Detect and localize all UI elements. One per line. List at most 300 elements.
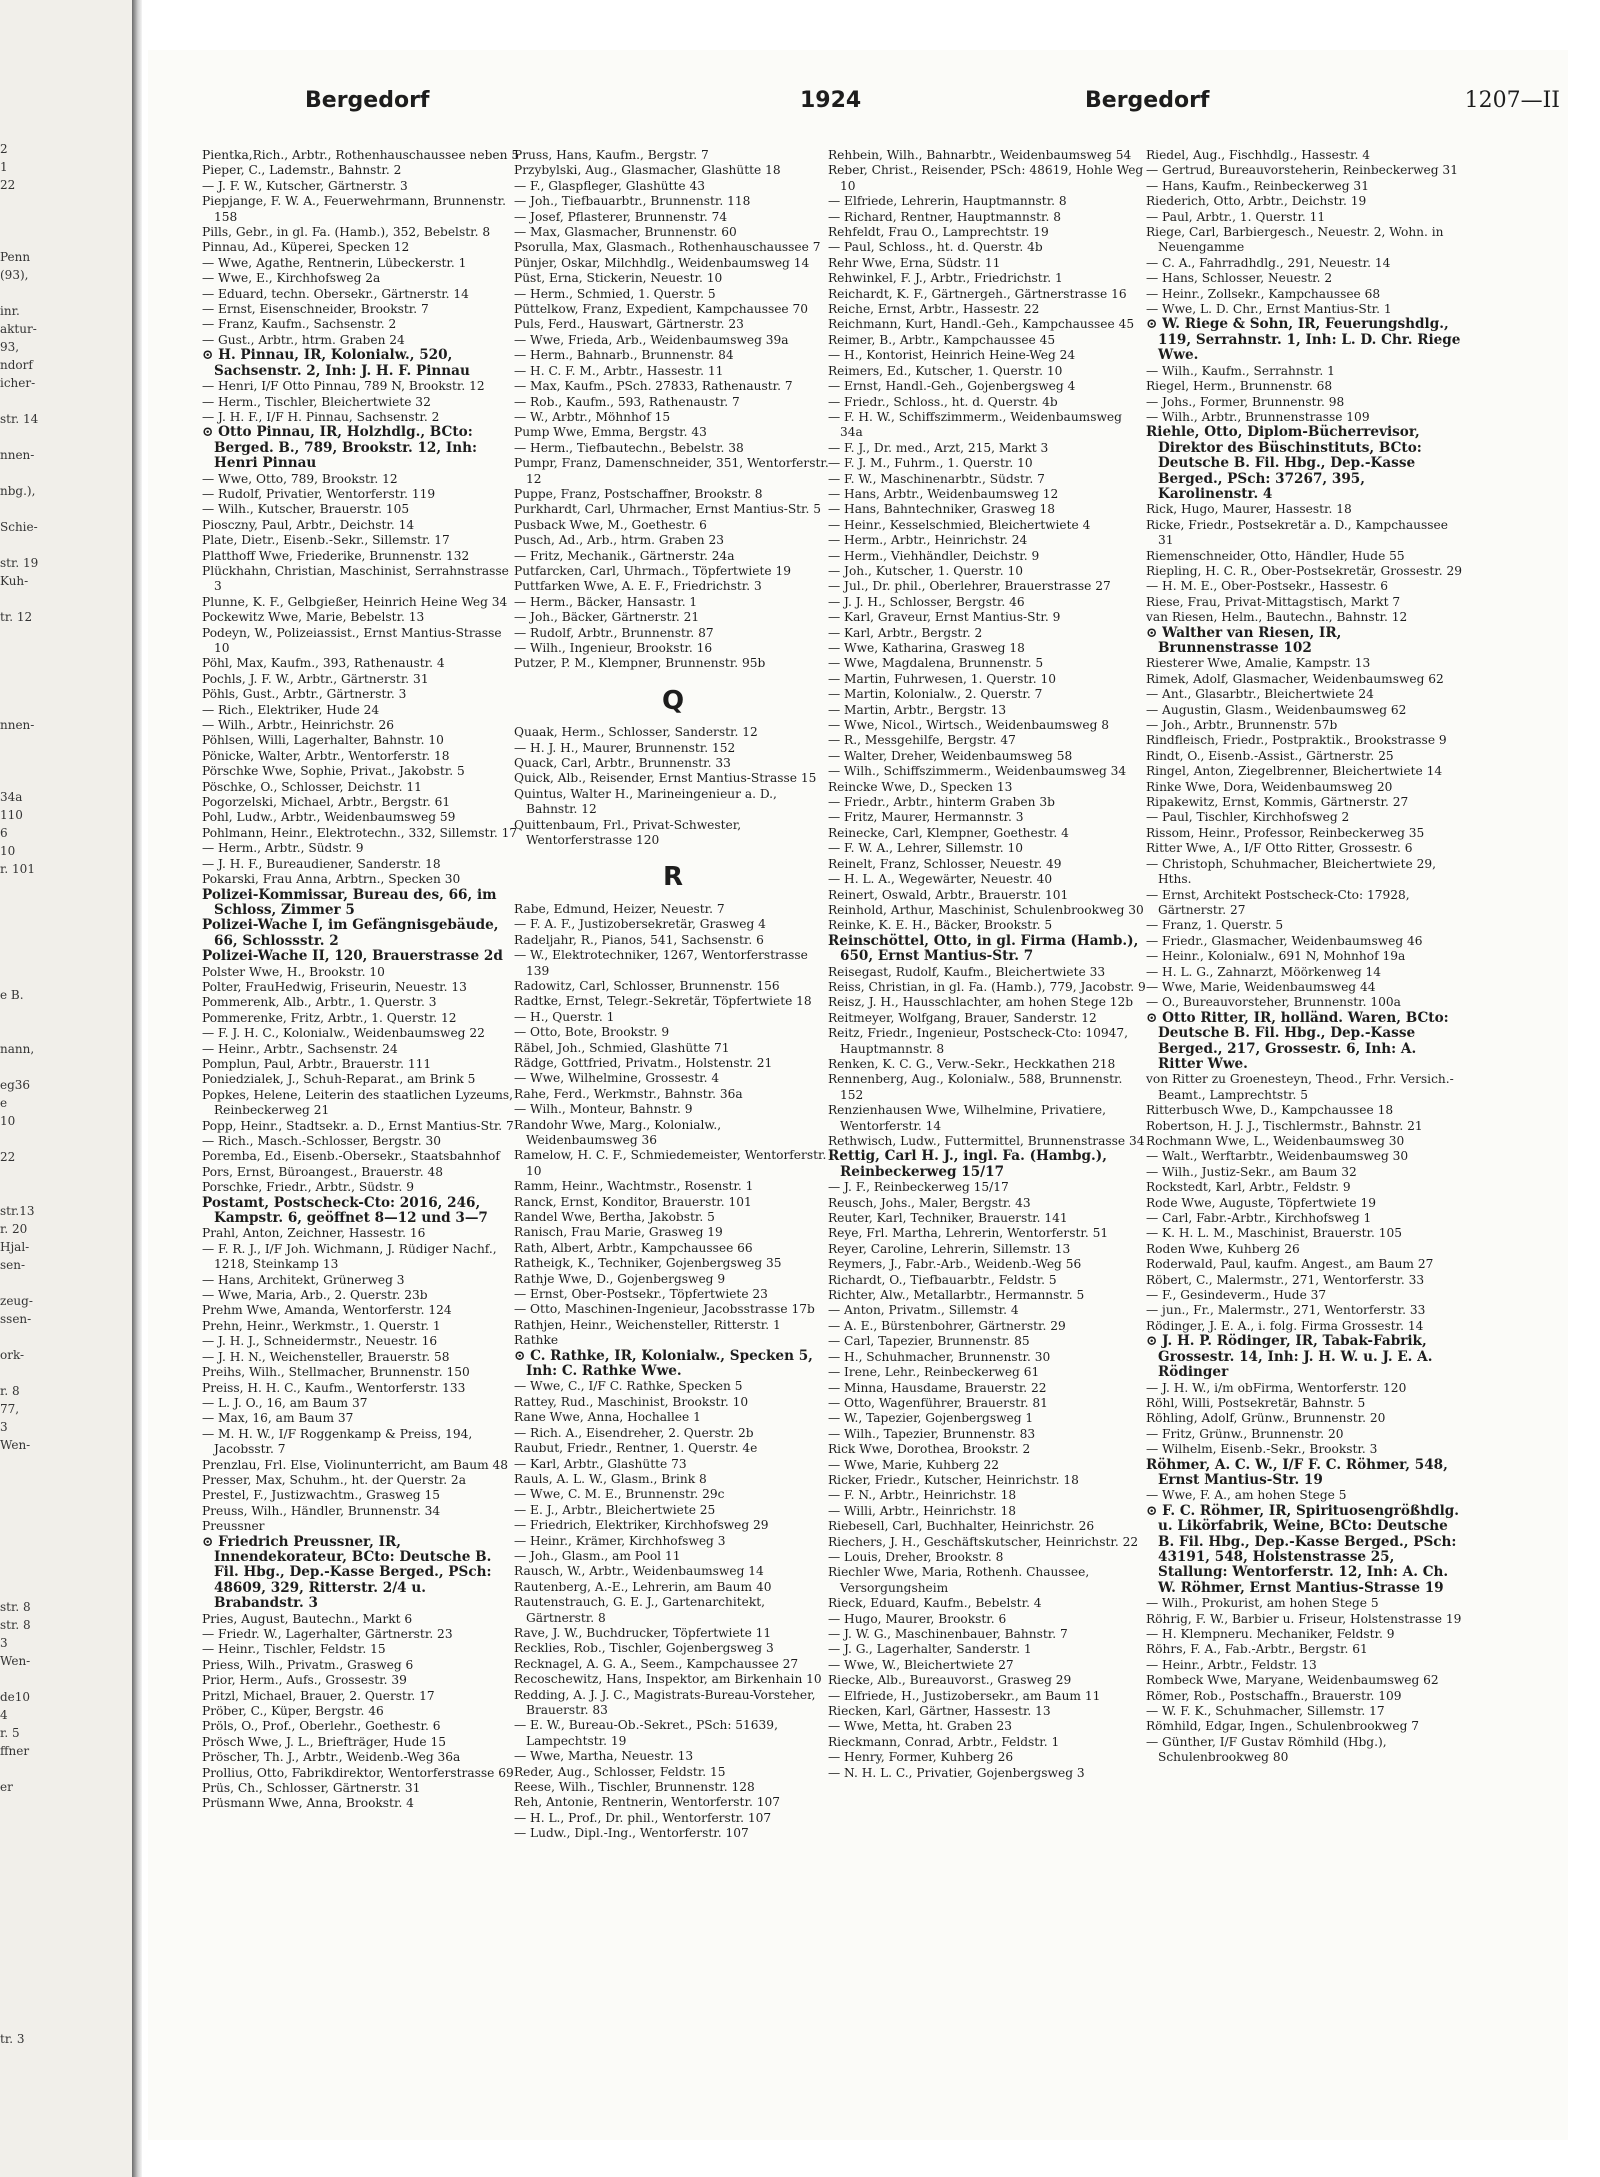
fragment-line	[0, 1580, 128, 1598]
directory-entry: — Wwe, F. A., am hohen Stege 5	[1146, 1488, 1347, 1503]
fragment-line	[0, 1832, 128, 1850]
directory-entry: — Rob., Kaufm., 593, Rathenaustr. 7	[514, 394, 740, 409]
fragment-line	[0, 284, 128, 302]
fragment-line: ndorf	[0, 358, 33, 372]
directory-entry: — Herm., Bahnarb., Brunnenstr. 84	[514, 348, 734, 363]
directory-entry: — Franz, 1. Querstr. 5	[1146, 918, 1284, 933]
fragment-line: r. 101	[0, 862, 35, 876]
directory-entry: Reinschöttel, Otto, in gl. Firma (Hamb.), 650, Ernst Mantius-Str. 7	[828, 932, 1139, 965]
directory-entry: Rausch, W., Arbtr., Weidenbaumsweg 14	[514, 1564, 764, 1579]
directory-entry: — C. A., Fahrradhdlg., 291, Neuestr. 14	[1146, 255, 1391, 270]
directory-entry: — Hugo, Maurer, Brookstr. 6	[828, 1611, 1007, 1626]
directory-entry: Rick, Hugo, Maurer, Hassestr. 18	[1146, 502, 1352, 517]
fragment-line: nbg.),	[0, 484, 36, 498]
directory-entry: Radtke, Ernst, Telegr.-Sekretär, Töpfertwiete 18	[514, 994, 812, 1009]
directory-entry: — Wilh., Prokurist, am hohen Stege 5	[1146, 1596, 1379, 1611]
fragment-line: 34a	[0, 790, 23, 804]
directory-entry: Prestel, F., Justizwachtm., Grasweg 15	[202, 1488, 440, 1503]
directory-entry: Röhl, Willi, Postsekretär, Bahnstr. 5	[1146, 1395, 1366, 1410]
directory-entry: — Richard, Rentner, Hauptmannstr. 8	[828, 209, 1061, 224]
directory-entry: Röhmer, A. C. W., I/F F. C. Röhmer, 548, Ernst Mantius-Str. 19	[1146, 1456, 1448, 1488]
directory-entry: — Günther, I/F Gustav Römhild (Hbg.), Schulenbrookweg 80	[1146, 1734, 1387, 1765]
section-letter: Q	[661, 685, 685, 716]
directory-entry: Renzienhausen Wwe, Wilhelmine, Privatiere, Wentorferstr. 14	[828, 1103, 1107, 1133]
directory-entry: — Louis, Dreher, Brookstr. 8	[828, 1549, 1004, 1564]
fragment-line: Hjal-	[0, 1240, 30, 1254]
fragment-line	[0, 1796, 128, 1814]
directory-entry: Riedel, Aug., Fischhdlg., Hassestr. 4	[1146, 148, 1371, 162]
directory-entry: Pöhls, Gust., Arbtr., Gärtnerstr. 3	[202, 687, 407, 702]
directory-entry: Pomplun, Paul, Arbtr., Brauerstr. 111	[202, 1056, 432, 1071]
directory-entry: — Karl, Arbtr., Bergstr. 2	[828, 625, 983, 640]
fragment-line: nnen-	[0, 718, 35, 732]
directory-entry: Riege, Carl, Barbiergesch., Neuestr. 2, Wohn. in Neuengamme	[1146, 225, 1444, 255]
fragment-line: (93),	[0, 268, 29, 282]
fragment-line	[0, 1022, 128, 1040]
directory-entry: — Wwe, Agathe, Rentnerin, Lübeckerstr. 1	[202, 255, 467, 270]
fragment-line	[0, 500, 128, 518]
directory-entry: Räbel, Joh., Schmied, Glashütte 71	[514, 1040, 730, 1055]
directory-entry: Ricke, Friedr., Postsekretär a. D., Kampchaussee 31	[1146, 517, 1448, 548]
directory-entry: Rieck, Eduard, Kaufm., Bebelstr. 4	[828, 1596, 1042, 1611]
directory-entry: Preiss, H. H. C., Kaufm., Wentorferstr. 133	[202, 1380, 466, 1395]
directory-entry: — Willi, Arbtr., Heinrichstr. 18	[828, 1503, 1017, 1518]
directory-entry: Rautenberg, A.-E., Lehrerin, am Baum 40	[514, 1579, 772, 1594]
directory-entry: Ramelow, H. C. F., Schmiedemeister, Wentorferstr. 10	[514, 1148, 827, 1178]
directory-entry: — Josef, Pflasterer, Brunnenstr. 74	[514, 209, 728, 224]
directory-entry: — Wwe, Otto, 789, Brookstr. 12	[202, 471, 398, 486]
directory-entry: Rahe, Ferd., Werkmstr., Bahnstr. 36a	[514, 1086, 743, 1101]
fragment-line	[0, 752, 128, 770]
directory-entry: — Karl, Graveur, Ernst Mantius-Str. 9	[828, 610, 1061, 625]
directory-entry: Pommerenk, Alb., Arbtr., 1. Querstr. 3	[202, 995, 437, 1010]
fragment-line	[0, 1562, 128, 1580]
directory-entry: — Hans, Bahntechniker, Grasweg 18	[828, 502, 1056, 517]
directory-entry: Quaak, Herm., Schlosser, Sanderstr. 12	[514, 725, 758, 740]
fragment-line: nann,	[0, 1042, 35, 1056]
directory-entry: — H. M. E., Ober-Postsekr., Hassestr. 6	[1146, 579, 1389, 594]
directory-entry: Rautenstrauch, G. E. J., Gartenarchitekt, Gärtnerstr. 8	[514, 1595, 766, 1625]
directory-entry: — Joh., Bäcker, Gärtnerstr. 21	[514, 610, 700, 625]
directory-entry: — Heinr., Arbtr., Sachsenstr. 24	[202, 1041, 398, 1056]
directory-entry: — Max, Kaufm., PSch. 27833, Rathenaustr. 7	[514, 379, 793, 394]
fragment-line: 77,	[0, 1402, 20, 1416]
directory-entry: Preussner	[202, 1519, 265, 1534]
fragment-line: Wen-	[0, 1654, 31, 1668]
directory-entry: Poremba, Ed., Eisenb.-Obersekr., Staatsbahnhof	[202, 1149, 500, 1164]
directory-entry: ⊙ H. Pinnau, IR, Kolonialw., 520, Sachsenstr. 2, Inh: J. H. F. Pinnau	[202, 347, 470, 379]
fragment-line: ssen-	[0, 1312, 32, 1326]
directory-entry: — F. N., Arbtr., Heinrichstr. 18	[828, 1488, 1017, 1503]
directory-entry: Römer, Rob., Postschaffn., Brauerstr. 109	[1146, 1688, 1402, 1703]
directory-entry: Reinelt, Franz, Schlosser, Neuestr. 49	[828, 856, 1062, 871]
directory-entry: — Christoph, Schuhmacher, Bleichertwiete 29, Hths.	[1146, 856, 1436, 887]
directory-entry: — Gertrud, Bureauvorsteherin, Reinbeckerweg 31	[1146, 163, 1458, 178]
directory-entry: — Otto, Bote, Brookstr. 9	[514, 1025, 670, 1040]
directory-entry: — Martin, Fuhrwesen, 1. Querstr. 10	[828, 671, 1056, 686]
fragment-line	[0, 734, 128, 752]
directory-entry: Reye, Frl. Martha, Lehrerin, Wentorferstr. 51	[828, 1226, 1109, 1241]
fragment-line: ffner	[0, 1744, 30, 1758]
directory-entry: — Fritz, Mechanik., Gärtnerstr. 24a	[514, 548, 735, 563]
directory-entry: — Wwe, Frieda, Arb., Weidenbaumsweg 39a	[514, 332, 789, 347]
fragment-line	[0, 914, 128, 932]
directory-entry: — Wwe, Wilhelmine, Grossestr. 4	[514, 1071, 720, 1086]
directory-entry: Pumpr, Franz, Damenschneider, 351, Wentorferstr. 12	[514, 456, 829, 486]
directory-entry: — Wwe, Marie, Weidenbaumsweg 44	[1146, 979, 1376, 994]
directory-entry: Pönicke, Walter, Arbtr., Wentorferstr. 18	[202, 748, 450, 763]
directory-entry: — H. L. G., Zahnarzt, Möörkenweg 14	[1146, 964, 1382, 979]
fragment-line	[0, 1760, 128, 1778]
directory-entry: Randel Wwe, Bertha, Jakobstr. 5	[514, 1210, 715, 1224]
directory-column-1	[202, 148, 520, 1812]
directory-entry: — Carl, Tapezier, Brunnenstr. 85	[828, 1334, 1030, 1349]
directory-entry: — Herm., Arbtr., Südstr. 9	[202, 841, 364, 856]
fragment-line: e B.	[0, 988, 24, 1002]
directory-entry: Rehfeldt, Frau O., Lamprechtstr. 19	[828, 225, 1049, 240]
directory-entry: Purkhardt, Carl, Uhrmacher, Ernst Mantius-Str. 5	[514, 502, 822, 517]
directory-entry: — Henri, I/F Otto Pinnau, 789 N, Brookstr. 12	[202, 379, 485, 394]
directory-entry: Porschke, Friedr., Arbtr., Südstr. 9	[202, 1180, 415, 1195]
directory-entry: — Heinr., Kesselschmied, Bleichertwiete 4	[828, 517, 1091, 532]
directory-entry: — F. W. A., Lehrer, Sillemstr. 10	[828, 841, 1024, 856]
fragment-line	[0, 194, 128, 212]
directory-entry: — W. F. K., Schuhmacher, Sillemstr. 17	[1146, 1704, 1385, 1719]
directory-entry: Ritterbusch Wwe, D., Kampchaussee 18	[1146, 1103, 1394, 1118]
directory-entry: Riehle, Otto, Diplom-Bücherrevisor, Direktor des Büschinstituts, BCto: Deutsche B. Fil. Hbg., Dep.-Kasse Berged., PSch: 37267, 395, Karolinenstr. 4	[1146, 424, 1422, 502]
directory-entry: Reitz, Friedr., Ingenieur, Postscheck-Cto: 10947, Hauptmannstr. 8	[828, 1026, 1129, 1056]
adjacent-page-fragments	[0, 140, 128, 2048]
directory-entry: — Ernst, Architekt Postscheck-Cto: 17928, Gärtnerstr. 27	[1146, 887, 1410, 917]
directory-entry: Reimers, Ed., Kutscher, 1. Querstr. 10	[828, 363, 1063, 378]
fragment-line: str.13	[0, 1204, 35, 1218]
directory-entry: — Franz, Kaufm., Sachsenstr. 2	[202, 317, 397, 332]
directory-entry: — Hans, Architekt, Grünerweg 3	[202, 1272, 405, 1287]
directory-entry: Rödinger, J. E. A., i. folg. Firma Grossestr. 14	[1146, 1318, 1424, 1333]
directory-entry: Reitmeyer, Wolfgang, Brauer, Sanderstr. 12	[828, 1010, 1097, 1025]
fragment-line: 6	[0, 826, 8, 840]
directory-entry: Pochls, J. F. W., Arbtr., Gärtnerstr. 31	[202, 671, 429, 686]
directory-entry: — Friedr. W., Lagerhalter, Gärtnerstr. 23	[202, 1627, 453, 1641]
fragment-line	[0, 590, 128, 608]
directory-entry: — A. E., Bürstenbohrer, Gärtnerstr. 29	[828, 1318, 1066, 1333]
directory-entry: — H. C. F. M., Arbtr., Hassestr. 11	[514, 363, 724, 378]
directory-entry: Reisz, J. H., Hausschlachter, am hohen Stege 12b	[828, 995, 1134, 1010]
directory-entry: Pünjer, Oskar, Milchhdlg., Weidenbaumsweg 14	[514, 255, 810, 270]
directory-entry: Reinecke, Carl, Klempner, Goethestr. 4	[828, 825, 1069, 840]
directory-entry: — Wwe, Magdalena, Brunnenstr. 5	[828, 656, 1044, 671]
directory-entry: Pills, Gebr., in gl. Fa. (Hamb.), 352, Bebelstr. 8	[202, 225, 491, 240]
fragment-line: Wen-	[0, 1438, 31, 1452]
directory-entry: — R., Messgehilfe, Bergstr. 47	[828, 733, 1016, 748]
directory-entry: Quack, Carl, Arbtr., Brunnenstr. 33	[514, 756, 731, 771]
fragment-line	[0, 1184, 128, 1202]
directory-entry: Ratheigk, K., Techniker, Gojenbergsweg 35	[514, 1256, 782, 1271]
directory-entry: Quintus, Walter H., Marineingenieur a. D., Bahnstr. 12	[514, 786, 777, 817]
fragment-line	[0, 1472, 128, 1490]
directory-entry: — Hans, Arbtr., Weidenbaumsweg 12	[828, 486, 1059, 501]
directory-entry: Pors, Ernst, Büroangest., Brauerstr. 48	[202, 1164, 444, 1179]
directory-entry: ⊙ W. Riege & Sohn, IR, Feuerungshdlg., 119, Serrahnstr. 1, Inh: L. D. Chr. Riege Wwe.	[1146, 316, 1461, 364]
fragment-line	[0, 1922, 128, 1940]
directory-entry: Pörschke Wwe, Sophie, Privat., Jakobstr. 5	[202, 764, 465, 779]
directory-entry: — F. R. J., I/F Joh. Wichmann, J. Rüdiger Nachf., 1218, Steinkamp 13	[202, 1241, 497, 1272]
directory-entry: — H., Schuhmacher, Brunnenstr. 30	[828, 1349, 1051, 1364]
directory-entry: — Herm., Bäcker, Hansastr. 1	[514, 594, 698, 609]
fragment-line	[0, 662, 128, 680]
directory-entry: Polster Wwe, H., Brookstr. 10	[202, 964, 385, 979]
directory-entry: — H. Klempneru. Mechaniker, Feldstr. 9	[1146, 1627, 1395, 1641]
directory-entry: — Gust., Arbtr., htrm. Graben 24	[202, 332, 405, 347]
fragment-line	[0, 1274, 128, 1292]
directory-entry: Riebesell, Carl, Buchhalter, Heinrichstr. 26	[828, 1519, 1095, 1534]
directory-entry: Redding, A. J. J. C., Magistrats-Bureau-Vorsteher, Brauerstr. 83	[514, 1687, 816, 1717]
directory-entry: — Heinr., Zollsekr., Kampchaussee 68	[1146, 286, 1381, 301]
directory-entry: — F. W., Maschinenarbtr., Südstr. 7	[828, 471, 1045, 486]
fragment-line	[0, 932, 128, 950]
directory-entry: — Irene, Lehr., Reinbeckerweg 61	[828, 1365, 1040, 1380]
fragment-line	[0, 770, 128, 788]
directory-entry: — Wilh., Monteur, Bahnstr. 9	[514, 1102, 693, 1117]
directory-entry: Ramm, Heinr., Wachtmstr., Rosenstr. 1	[514, 1179, 754, 1194]
directory-entry: — Hans, Schlosser, Neuestr. 2	[1146, 271, 1333, 286]
directory-entry: ⊙ Walther van Riesen, IR, Brunnenstrasse 102	[1146, 624, 1342, 656]
directory-entry: — Paul, Arbtr., 1. Querstr. 11	[1146, 209, 1326, 224]
directory-entry: — J. F. W., Kutscher, Gärtnerstr. 3	[202, 178, 408, 193]
directory-entry: Puppe, Franz, Postschaffner, Brookstr. 8	[514, 486, 763, 501]
directory-entry: Platthoff Wwe, Friederike, Brunnenstr. 132	[202, 548, 470, 563]
directory-entry: Pröls, O., Prof., Oberlehr., Goethestr. 6	[202, 1719, 441, 1734]
directory-column-2	[514, 148, 832, 1842]
directory-entry: Prior, Herm., Aufs., Grossestr. 39	[202, 1673, 407, 1688]
directory-entry: — Carl, Fabr.-Arbtr., Kirchhofsweg 1	[1146, 1211, 1372, 1226]
directory-entry: — H., Querstr. 1	[514, 1009, 615, 1024]
directory-entry: Rave, J. W., Buchdrucker, Töpfertwiete 11	[514, 1625, 772, 1640]
directory-entry: Rehwinkel, F. J., Arbtr., Friedrichstr. 1	[828, 271, 1063, 286]
fragment-line: r. 5	[0, 1726, 20, 1740]
directory-entry: — Herm., Viehhändler, Deichstr. 9	[828, 548, 1040, 563]
fragment-line	[0, 1958, 128, 1976]
directory-entry: Reinert, Oswald, Arbtr., Brauerstr. 101	[828, 887, 1069, 902]
directory-entry: Rindfleisch, Friedr., Postpraktik., Brookstrasse 9	[1146, 733, 1447, 748]
directory-entry: Röhling, Adolf, Grünw., Brunnenstr. 20	[1146, 1411, 1386, 1426]
directory-entry: ⊙ C. Rathke, IR, Kolonialw., Specken 5, Inh: C. Rathke Wwe.	[514, 1347, 813, 1380]
directory-entry: Quittenbaum, Frl., Privat-Schwester, Wentorferstrasse 120	[514, 817, 742, 848]
fragment-line: str. 19	[0, 556, 39, 570]
directory-entry: — Wwe, Metta, ht. Graben 23	[828, 1719, 1013, 1734]
header-page-number: 1207—II	[1464, 88, 1560, 113]
directory-entry: — Wilh., Schiffszimmerm., Weidenbaumsweg 34	[828, 764, 1127, 779]
fragment-line	[0, 1940, 128, 1958]
fragment-line: 3	[0, 1420, 8, 1434]
directory-entry: — J. F., Reinbeckerweg 15/17	[828, 1180, 1009, 1195]
directory-entry: Röhrs, F. A., Fab.-Arbtr., Bergstr. 61	[1146, 1642, 1368, 1657]
directory-entry: — Wwe, Marie, Kuhberg 22	[828, 1457, 999, 1472]
directory-entry: — Wwe, L. D. Chr., Ernst Mantius-Str. 1	[1146, 302, 1392, 317]
directory-entry: Rehr Wwe, Erna, Südstr. 11	[828, 255, 1001, 270]
directory-entry: Rimek, Adolf, Glasmacher, Weidenbaumsweg 62	[1146, 671, 1444, 686]
directory-entry: Psorulla, Max, Glasmach., Rothenhauschaussee 7	[514, 240, 821, 255]
directory-entry: Rathje Wwe, D., Gojenbergsweg 9	[514, 1271, 726, 1286]
directory-entry: Pöhlsen, Willi, Lagerhalter, Bahnstr. 10	[202, 733, 444, 748]
directory-entry: Reymers, J., Fabr.-Arb., Weidenb.-Weg 56	[828, 1257, 1082, 1272]
directory-entry: — Joh., Arbtr., Brunnenstr. 57b	[1146, 718, 1338, 733]
fragment-line: e	[0, 1096, 8, 1110]
directory-entry: Pritzl, Michael, Brauer, 2. Querstr. 17	[202, 1688, 435, 1703]
directory-entry: Riesterer Wwe, Amalie, Kampstr. 13	[1146, 656, 1371, 671]
directory-entry: Prösch Wwe, J. L., Briefträger, Hude 15	[202, 1734, 447, 1749]
directory-entry: Roderwald, Paul, kaufm. Angest., am Baum 27	[1146, 1257, 1434, 1272]
directory-entry: ⊙ J. H. P. Rödinger, IR, Tabak-Fabrik, Grossestr. 14, Inh: J. H. W. u. J. E. A. Rödinger	[1146, 1333, 1433, 1381]
directory-entry: Popkes, Helene, Leiterin des staatlichen Lyzeums, Reinbeckerweg 21	[202, 1087, 514, 1118]
directory-entry: — Rudolf, Arbtr., Brunnenstr. 87	[514, 625, 714, 640]
fragment-line: str. 8	[0, 1618, 31, 1632]
fragment-line	[0, 428, 128, 446]
fragment-line	[0, 1454, 128, 1472]
directory-entry: — Henry, Former, Kuhberg 26	[828, 1750, 1014, 1765]
fragment-line: sen-	[0, 1258, 26, 1272]
directory-entry: Presser, Max, Schuhm., ht. der Querstr. 2a	[202, 1472, 466, 1487]
fragment-line: aktur-	[0, 322, 37, 336]
fragment-line: 10	[0, 844, 16, 858]
directory-entry: — N. H. L. C., Privatier, Gojenbergsweg 3	[828, 1765, 1085, 1780]
directory-entry: Prehm Wwe, Amanda, Wentorferstr. 124	[202, 1303, 452, 1318]
directory-entry: Pinnau, Ad., Küperei, Specken 12	[202, 240, 410, 255]
directory-entry: Reichmann, Kurt, Handl.-Geh., Kampchaussee 45	[828, 317, 1135, 332]
fragment-line: Penn	[0, 250, 31, 264]
directory-entry: Reichardt, K. F., Gärtnergeh., Gärtnerstrasse 16	[828, 286, 1127, 301]
directory-entry: — F. A. F., Justizobersekretär, Grasweg 4	[514, 917, 766, 932]
directory-entry: Riecke, Alb., Bureauvorst., Grasweg 29	[828, 1673, 1072, 1688]
directory-entry: — Max, Glasmacher, Brunnenstr. 60	[514, 225, 737, 240]
directory-entry: Prehn, Heinr., Werkmstr., 1. Querstr. 1	[202, 1318, 441, 1333]
directory-entry: Randohr Wwe, Marg., Kolonialw., Weidenbaumsweg 36	[514, 1117, 722, 1147]
directory-entry: Rehbein, Wilh., Bahnarbtr., Weidenbaumsweg 54	[828, 148, 1132, 162]
directory-entry: Prahl, Anton, Zeichner, Hassestr. 16	[202, 1226, 426, 1241]
fragment-line	[0, 680, 128, 698]
directory-entry: Quick, Alb., Reisender, Ernst Mantius-Strasse 15	[514, 771, 817, 786]
directory-entry: Rattey, Rud., Maschinist, Brookstr. 10	[514, 1394, 749, 1409]
directory-entry: — jun., Fr., Malermstr., 271, Wentorferstr. 33	[1146, 1303, 1426, 1318]
directory-entry: — J. G., Lagerhalter, Sanderstr. 1	[828, 1642, 1032, 1657]
directory-entry: Roden Wwe, Kuhberg 26	[1146, 1241, 1300, 1256]
directory-entry: — Herm., Tischler, Bleichertwiete 32	[202, 394, 431, 409]
directory-entry: — Joh., Glasm., am Pool 11	[514, 1548, 681, 1563]
directory-entry: — J. W. G., Maschinenbauer, Bahnstr. 7	[828, 1627, 1068, 1641]
fragment-line	[0, 1850, 128, 1868]
directory-entry: Prollius, Otto, Fabrikdirektor, Wentorferstrasse 69	[202, 1765, 514, 1780]
fragment-line: icher-	[0, 376, 36, 390]
directory-entry: Rieckmann, Conrad, Arbtr., Feldstr. 1	[828, 1734, 1060, 1749]
fragment-line	[0, 626, 128, 644]
directory-entry: — Wilh., Arbtr., Brunnenstrasse 109	[1146, 409, 1370, 424]
directory-entry: — Wilh., Kutscher, Brauerstr. 105	[202, 502, 410, 517]
fragment-line	[0, 644, 128, 662]
directory-entry: Pusback Wwe, M., Goethestr. 6	[514, 517, 707, 532]
directory-entry: Pöschke, O., Schlosser, Deichstr. 11	[202, 779, 422, 794]
directory-entry: — Rich., Elektriker, Hude 24	[202, 702, 380, 717]
directory-entry: — Walter, Dreher, Weidenbaumsweg 58	[828, 748, 1073, 763]
directory-entry: Rockstedt, Karl, Arbtr., Feldstr. 9	[1146, 1180, 1351, 1195]
fragment-line: 10	[0, 1114, 16, 1128]
directory-entry: — Wwe, C. M. E., Brunnenstr. 29c	[514, 1487, 725, 1502]
directory-entry: Puttfarken Wwe, A. E. F., Friedrichstr. 3	[514, 579, 762, 594]
directory-entry: Rathjen, Heinr., Weichensteller, Ritterstr. 1	[514, 1317, 781, 1332]
directory-entry: — Wwe, W., Bleichertwiete 27	[828, 1657, 1014, 1672]
directory-entry: — J. H. F., Bureaudiener, Sanderstr. 18	[202, 856, 441, 871]
fragment-line: 4	[0, 1708, 8, 1722]
directory-entry: Pokarski, Frau Anna, Arbtrn., Specken 30	[202, 872, 461, 887]
directory-entry: Riederich, Otto, Arbtr., Deichstr. 19	[1146, 194, 1367, 209]
directory-entry: — H. J. H., Maurer, Brunnenstr. 152	[514, 740, 736, 755]
directory-entry: Reuter, Karl, Techniker, Brauerstr. 141	[828, 1211, 1068, 1226]
directory-entry: Riechers, J. H., Geschäftskutscher, Heinrichstr. 22	[828, 1534, 1139, 1549]
book-fold	[132, 0, 142, 2177]
directory-entry: Reder, Aug., Schlosser, Feldstr. 15	[514, 1764, 726, 1779]
directory-entry: Prüs, Ch., Schlosser, Gärtnerstr. 31	[202, 1781, 421, 1796]
directory-entry: von Ritter zu Groenesteyn, Theod., Frhr. Versich.-Beamt., Lamprechtstr. 5	[1146, 1072, 1454, 1102]
directory-entry: Röbert, C., Malermstr., 271, Wentorferstr. 33	[1146, 1272, 1425, 1287]
directory-entry: Plückhahn, Christian, Maschinist, Serrahnstrasse 3	[202, 563, 509, 594]
directory-entry: Reiss, Christian, in gl. Fa. (Hamb.), 779, Jacobstr. 9	[828, 979, 1146, 994]
directory-entry: — E. J., Arbtr., Bleichertwiete 25	[514, 1502, 716, 1517]
fragment-line: str. 8	[0, 1600, 31, 1614]
directory-entry: Recknagel, A. G. A., Seem., Kampchaussee 27	[514, 1656, 799, 1671]
directory-entry: Rathke	[514, 1333, 559, 1348]
directory-entry: Pohl, Ludw., Arbtr., Weidenbaumsweg 59	[202, 810, 456, 825]
directory-entry: Plate, Dietr., Eisenb.-Sekr., Sillemstr. 17	[202, 533, 450, 548]
fragment-line: 1	[0, 160, 8, 174]
directory-entry: — Wilh., Ingenieur, Brookstr. 16	[514, 641, 713, 655]
directory-entry: Rane Wwe, Anna, Hochallee 1	[514, 1410, 701, 1425]
fragment-line	[0, 1868, 128, 1886]
directory-entry: — Ludw., Dipl.-Ing., Wentorferstr. 107	[514, 1826, 749, 1841]
directory-entry: Putzer, P. M., Klempner, Brunnenstr. 95b	[514, 656, 766, 671]
directory-entry: — Elfriede, Lehrerin, Hauptmannstr. 8	[828, 194, 1067, 209]
directory-entry: Radeljahr, R., Pianos, 541, Sachsenstr. 6	[514, 932, 764, 947]
directory-entry: — J. J. H., Schlosser, Bergstr. 46	[828, 594, 1025, 609]
fragment-line: 22	[0, 178, 16, 192]
directory-entry: Pockewitz Wwe, Marie, Bebelstr. 13	[202, 610, 425, 625]
directory-entry: Ranisch, Frau Marie, Grasweg 19	[514, 1225, 723, 1240]
directory-entry: Rauls, A. L. W., Glasm., Brink 8	[514, 1471, 707, 1486]
directory-entry: Reinhold, Arthur, Maschinist, Schulenbrookweg 30	[828, 902, 1144, 917]
directory-entry: Recoschewitz, Hans, Inspektor, am Birkenhain 10	[514, 1672, 822, 1687]
directory-entry: — Eduard, techn. Obersekr., Gärtnerstr. 14	[202, 286, 469, 301]
fragment-line	[0, 392, 128, 410]
directory-entry: — Heinr., Arbtr., Feldstr. 13	[1146, 1657, 1317, 1672]
directory-entry: Pohlmann, Heinr., Elektrotechn., 332, Sillemstr. 17	[202, 825, 518, 840]
directory-entry: — Johs., Former, Brunnenstr. 98	[1146, 394, 1345, 409]
directory-entry: Polter, FrauHedwig, Friseurin, Neuestr. 13	[202, 979, 467, 994]
directory-entry: Popp, Heinr., Stadtsekr. a. D., Ernst Mantius-Str. 7	[202, 1118, 514, 1133]
fragment-line	[0, 230, 128, 248]
directory-entry: — Otto, Maschinen-Ingenieur, Jacobsstrasse 17b	[514, 1302, 815, 1317]
directory-entry: — F. H. W., Schiffszimmerm., Weidenbaumsweg 34a	[828, 409, 1122, 440]
directory-entry: Pieper, C., Lademstr., Bahnstr. 2	[202, 163, 402, 178]
directory-entry: — Joh., Tiefbauarbtr., Brunnenstr. 118	[514, 194, 751, 209]
directory-entry: — F. J. H. C., Kolonialw., Weidenbaumsweg 22	[202, 1026, 485, 1041]
directory-entry: Ritter Wwe, A., I/F Otto Ritter, Grossestr. 6	[1146, 841, 1413, 856]
directory-entry: Przybylski, Aug., Glasmacher, Glashütte 18	[514, 163, 781, 178]
directory-entry: — Anton, Privatm., Sillemstr. 4	[828, 1303, 1019, 1318]
fragment-line: Kuh-	[0, 574, 29, 588]
fragment-line: de10	[0, 1690, 31, 1704]
directory-entry: — Wwe, Maria, Arb., 2. Querstr. 23b	[202, 1288, 428, 1303]
directory-entry: — H. L. A., Wegewärter, Neuestr. 40	[828, 872, 1053, 887]
fragment-line	[0, 1364, 128, 1382]
directory-entry: Reincke Wwe, D., Specken 13	[828, 779, 1013, 794]
